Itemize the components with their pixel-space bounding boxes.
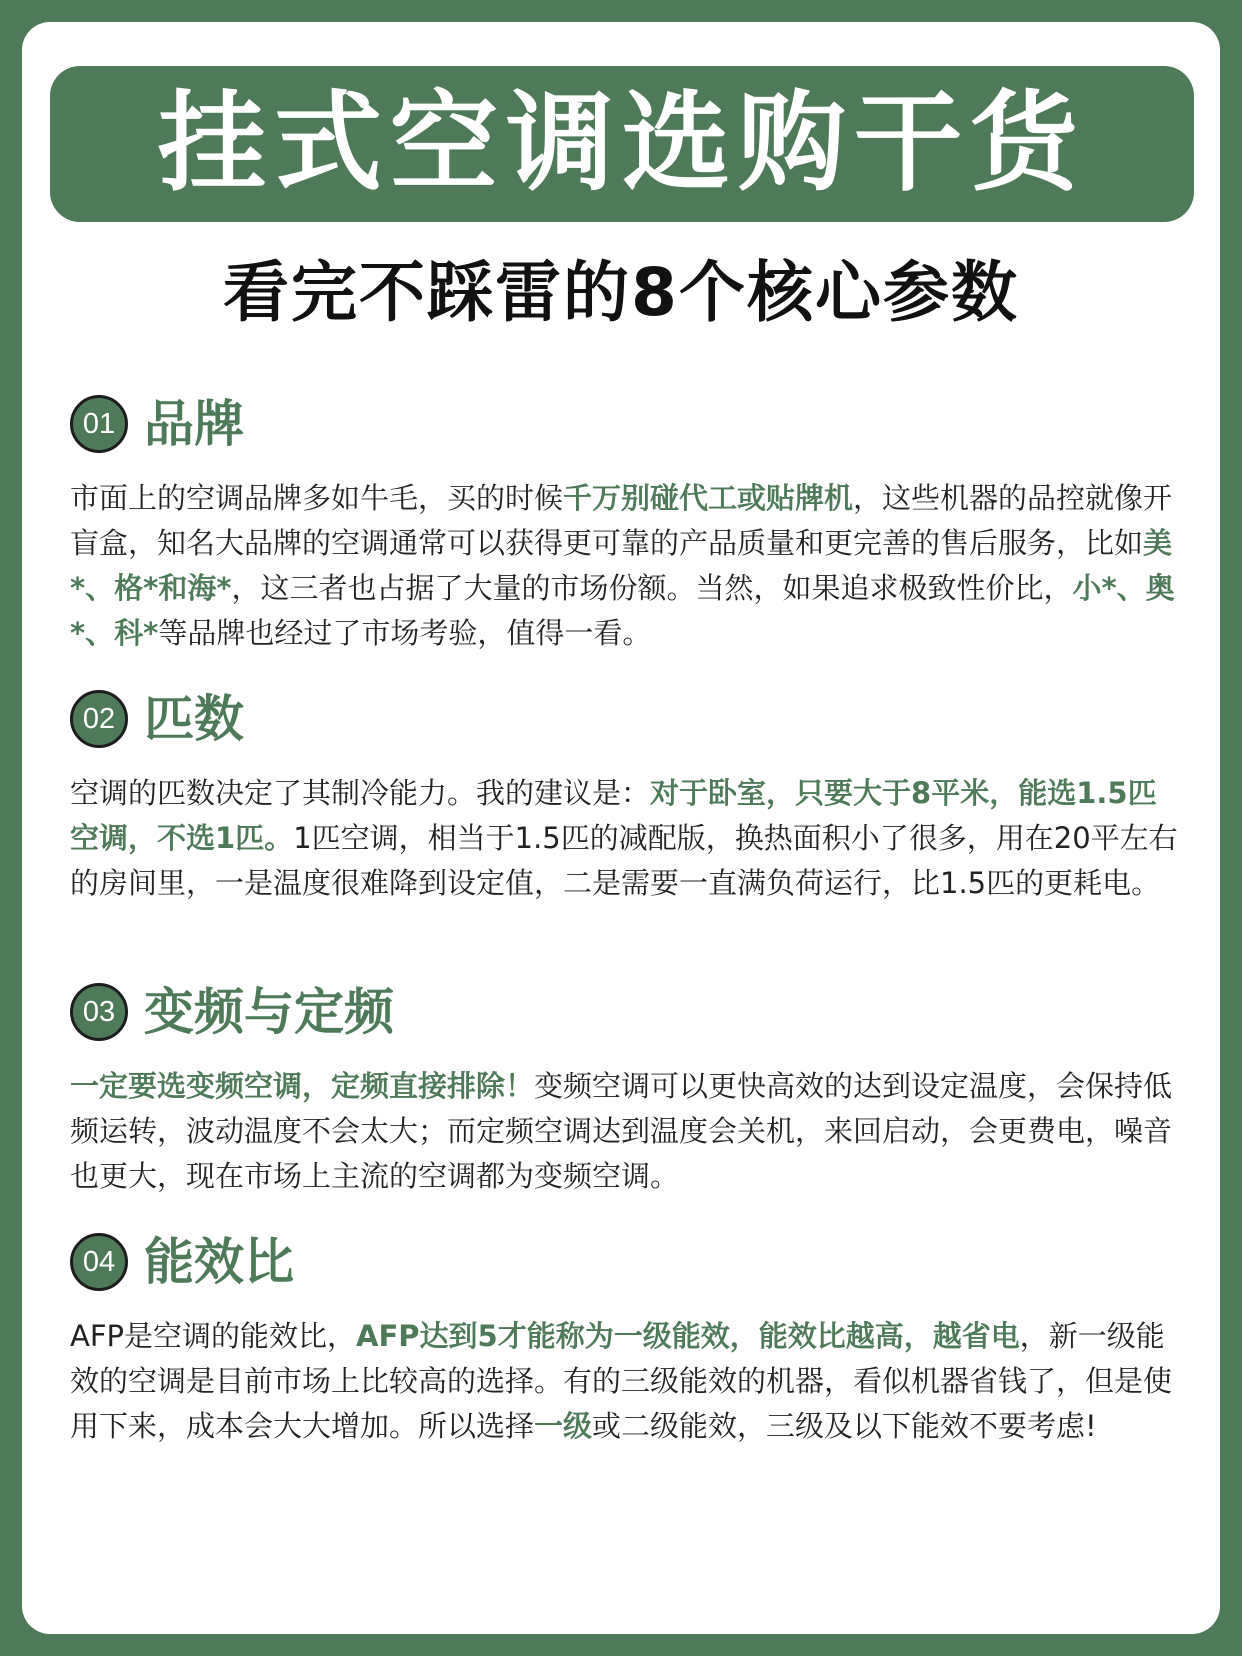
highlight-text: 美*、格*和海* bbox=[70, 526, 1173, 605]
section-paragraph bbox=[70, 476, 1182, 656]
body-text: ，这些机器的品控就像开盲盒，知名大品牌的空调通常可以获得更可靠的产品质量和更完善的售后服务，比如 bbox=[70, 481, 1173, 560]
page-subtitle: 看完不踩雷的8个核心参数 bbox=[223, 254, 1019, 331]
section-title: 品牌 bbox=[144, 395, 244, 453]
section-header bbox=[70, 1230, 1182, 1294]
body-text: 空调的匹数决定了其制冷能力。我的建议是： bbox=[70, 776, 651, 810]
section-horsepower bbox=[70, 687, 1182, 906]
section-number-badge: 01 bbox=[70, 395, 128, 453]
section-paragraph bbox=[70, 1314, 1182, 1449]
section-title: 能效比 bbox=[144, 1233, 294, 1291]
body-text: 等品牌也经过了市场考验，值得一看。 bbox=[158, 616, 652, 650]
body-text: 市面上的空调品牌多如牛毛，买的时候 bbox=[70, 481, 564, 515]
body-text: 变频空调可以更快高效的达到设定温度，会保持低频运转，波动温度不会太大；而定频空调达到温度会关机，来回启动，会更费电，噪音也更大，现在市场上主流的空调都为变频空调。 bbox=[70, 1069, 1173, 1193]
section-title: 匹数 bbox=[144, 690, 244, 748]
body-text: ，新一级能效的空调是目前市场上比较高的选择。有的三级能效的机器，看似机器省钱了，但是使用下来，成本会大大增加。所以选择 bbox=[70, 1319, 1173, 1443]
content-card bbox=[22, 22, 1220, 1634]
section-brand bbox=[70, 392, 1182, 656]
section-number-badge: 03 bbox=[70, 983, 128, 1041]
highlight-text: 一定要选变频空调，定频直接排除！ bbox=[70, 1069, 535, 1103]
section-header bbox=[70, 687, 1182, 751]
highlight-text: 一级 bbox=[534, 1409, 593, 1443]
section-paragraph bbox=[70, 771, 1182, 906]
section-number-badge: 04 bbox=[70, 1233, 128, 1291]
page-title: 挂式空调选购干货 bbox=[157, 81, 1086, 206]
body-text: 1匹空调，相当于1.5匹的减配版，换热面积小了很多，用在20平左右的房间里，一是温度很难降到设定值，二是需要一直满负荷运行，比1.5匹的更耗电。 bbox=[70, 821, 1178, 900]
section-paragraph bbox=[70, 1064, 1182, 1199]
section-number-badge: 02 bbox=[70, 690, 128, 748]
title-banner bbox=[50, 66, 1194, 222]
section-title: 变频与定频 bbox=[144, 983, 394, 1041]
highlight-text: 小*、奥*、科* bbox=[70, 571, 1175, 650]
highlight-text: 千万别碰代工或贴牌机 bbox=[563, 481, 854, 515]
section-inverter bbox=[70, 980, 1182, 1199]
section-header bbox=[70, 980, 1182, 1044]
highlight-text: AFP达到5才能称为一级能效，能效比越高，越省电 bbox=[356, 1319, 1020, 1353]
body-text: AFP是空调的能效比， bbox=[70, 1319, 357, 1353]
highlight-text: 对于卧室，只要大于8平米，能选1.5匹空调，不选1匹。 bbox=[70, 776, 1157, 855]
section-header bbox=[70, 392, 1182, 456]
body-text: ，这三者也占据了大量的市场份额。当然，如果追求极致性价比， bbox=[231, 571, 1073, 605]
section-efficiency bbox=[70, 1230, 1182, 1449]
body-text: 或二级能效，三级及以下能效不要考虑! bbox=[592, 1409, 1097, 1443]
